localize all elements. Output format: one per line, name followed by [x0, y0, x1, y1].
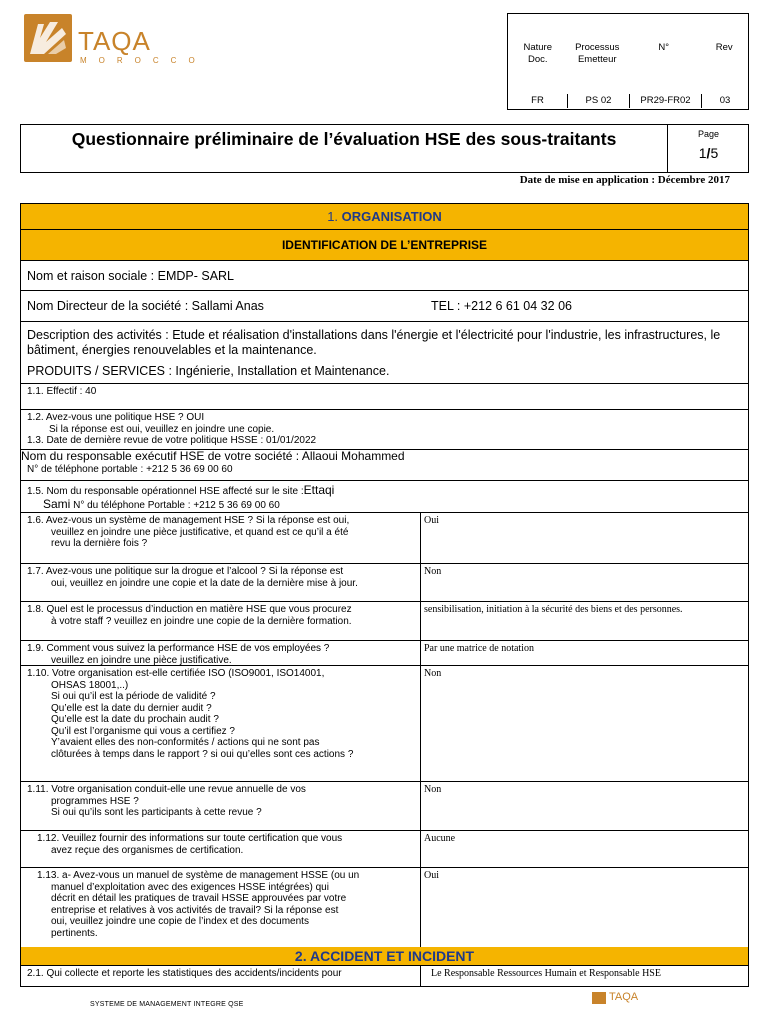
- page-sep: /: [706, 145, 711, 161]
- question-line: entreprise et relatives à vos activités de travail? Si la réponse est: [51, 904, 339, 916]
- question-line: 1.11. Votre organisation conduit-elle une revue annuelle de vos: [27, 784, 306, 795]
- question-text: [21, 831, 421, 867]
- question-line: Si oui qu’ils sont les participants à cette revue ?: [51, 807, 262, 818]
- question-text: [21, 513, 421, 563]
- question-line: OHSAS 18001,..): [51, 679, 129, 691]
- ref-header-number: N°: [658, 42, 670, 53]
- page-label: Page: [697, 129, 720, 139]
- effectif-row: 1.1. Effectif : 40: [21, 384, 748, 410]
- footer-text: SYSTEME DE MANAGEMENT INTEGRE QSE: [90, 1001, 244, 1008]
- ops-hse-row: [21, 481, 748, 513]
- question-line: clôturées à temps dans le rapport ? si oui qu’elles sont ces actions ?: [51, 748, 354, 760]
- exec-phone: N° de téléphone portable : +212 5 36 69 00 60: [27, 464, 233, 475]
- activities-row: [21, 322, 748, 384]
- reference-headers: [508, 42, 748, 66]
- question-line: revu la dernière fois ?: [51, 538, 148, 549]
- document-title: Questionnaire préliminaire de l’évaluation HSE des sous-traitants: [71, 129, 617, 149]
- answer-text: Non: [424, 784, 442, 795]
- question-row: [21, 564, 748, 602]
- director-name: Nom Directeur de la société : Sallami Anas: [27, 299, 264, 313]
- ref-value-number: PR29-FR02: [630, 94, 702, 108]
- question-row: [21, 641, 748, 666]
- page-current: 1: [698, 145, 707, 161]
- question-line: veuillez en joindre une pièce justificative.: [51, 654, 232, 666]
- question-line: 1.7. Avez-vous une politique sur la drogue et l’alcool ? Si la réponse est: [27, 566, 344, 577]
- section-organisation: [21, 204, 748, 230]
- question-row: [21, 782, 748, 831]
- question-line: pertinents.: [51, 927, 98, 939]
- q21-question: 2.1. Qui collecte et reporte les statistiques des accidents/incidents pour: [21, 966, 421, 986]
- question-line: oui, veuillez en joindre une copie et la date de la dernière mise à jour.: [51, 577, 358, 589]
- question-line: programmes HSE ?: [51, 795, 139, 807]
- ref-value-nature: FR: [508, 94, 568, 108]
- question-text: [21, 782, 421, 830]
- ref-value-rev: 03: [719, 95, 731, 106]
- q15a-name: Ettaqi: [303, 483, 335, 497]
- question-line: 1.10. Votre organisation est-elle certifiée ISO (ISO9001, ISO14001,: [27, 668, 325, 679]
- ref-header-processus: Processus Emetteur: [575, 42, 620, 65]
- question-text: [21, 602, 421, 640]
- question-line: 1.9. Comment vous suivez la performance HSE de vos employées ?: [27, 643, 330, 654]
- answer-text: Oui: [424, 515, 439, 526]
- question-row: [21, 831, 748, 868]
- question-row: [21, 602, 748, 641]
- question-line: Qu’elle est la date du dernier audit ?: [51, 702, 212, 714]
- question-line: à votre staff ? veuillez en joindre une copie de la dernière formation.: [51, 615, 352, 627]
- question-row: [21, 513, 748, 564]
- q15a: 1.5. Nom du responsable opérationnel HSE affecté sur le site :: [27, 486, 304, 497]
- exec-hse-row: [21, 450, 748, 481]
- question-line: 1.6. Avez-vous un système de management HSE ? Si la réponse est oui,: [27, 515, 350, 526]
- question-line: Y’avaient elles des non-conformités / actions qui ne sont pas: [51, 737, 320, 748]
- q12b: Si la réponse est oui, veuillez en joindre une copie.: [49, 423, 275, 435]
- question-row: [21, 868, 748, 947]
- question-line: décrit en détail les pratiques de travail HSSE approuvées par votre: [51, 893, 347, 904]
- question-line: Si oui qu’il est la période de validité ?: [51, 691, 216, 702]
- q12a: 1.2. Avez-vous une politique HSE ? OUI: [27, 412, 205, 423]
- q21-row: [21, 966, 748, 986]
- director-tel: TEL : +212 6 61 04 32 06: [431, 299, 572, 313]
- exec-name: Nom du responsable exécutif HSE de votre société : Allaoui Mohammed: [21, 449, 405, 463]
- taqa-logo: [24, 12, 207, 68]
- company-name-row: Nom et raison sociale : EMDP- SARL: [21, 261, 748, 291]
- question-line: veuillez en joindre une pièce justificative, et quand est ce qu’il a été: [51, 526, 349, 538]
- question-line: Qu’elle est la date du prochain audit ?: [51, 714, 219, 725]
- products-services: PRODUITS / SERVICES : Ingénierie, Installation et Maintenance.: [27, 364, 390, 378]
- answer-text: Oui: [424, 870, 439, 881]
- page-indicator: [667, 125, 749, 172]
- q21-answer: Le Responsable Ressources Humain et Responsable HSE: [431, 968, 661, 979]
- director-row: [21, 291, 748, 322]
- answer-text: Aucune: [424, 833, 456, 844]
- q13: 1.3. Date de dernière revue de votre politique HSSE : 01/01/2022: [27, 435, 317, 446]
- reference-values: [508, 94, 748, 108]
- questions-list: [21, 513, 748, 947]
- question-line: 1.8. Quel est le processus d’induction en matière HSE que vous procurez: [27, 604, 352, 615]
- question-row: [21, 666, 748, 782]
- q15b-name: Sami: [43, 497, 71, 511]
- section-accident: [21, 947, 748, 966]
- page-number: [668, 145, 749, 161]
- ref-header-nature: Nature Doc.: [523, 42, 552, 65]
- ref-value-processus: PS 02: [568, 94, 630, 108]
- question-text: [21, 564, 421, 601]
- activities-description: Description des activités : Etude et réalisation d'installations dans l'énergie et l'électricité pour l'industrie, les infrastructures, le bâtiment, énergies renouvelables et la maintenance.: [27, 328, 721, 357]
- date-application: Date de mise en application : Décembre 2017: [519, 174, 730, 186]
- question-line: Qu’il est l’organisme qui vous a certifiez ?: [51, 725, 235, 737]
- section-label: ORGANISATION: [341, 209, 442, 224]
- q15b: N° du téléphone Portable : +212 5 36 69 00 60: [70, 500, 280, 511]
- question-line: 1.12. Veuillez fournir des informations sur toute certification que vous: [37, 833, 343, 844]
- document-reference-table: [507, 13, 749, 110]
- question-text: [21, 666, 421, 781]
- footer-logo: [592, 992, 652, 1006]
- subsection-identification: IDENTIFICATION DE L’ENTREPRISE: [21, 230, 748, 261]
- brand-subtitle: MOROCCO: [80, 56, 207, 65]
- question-text: [21, 641, 421, 665]
- title-box: [20, 124, 749, 173]
- questionnaire-form: [20, 203, 749, 987]
- question-line: 1.13. a- Avez-vous un manuel de système de management HSSE (ou un: [37, 870, 360, 881]
- brand-name: TAQA: [78, 26, 151, 56]
- answer-text: Non: [424, 566, 442, 577]
- question-text: [21, 868, 421, 947]
- answer-text: Par une matrice de notation: [424, 643, 534, 654]
- question-line: oui, veuillez joindre une copie de l’index et des documents: [51, 916, 309, 927]
- page-total: 5: [710, 145, 719, 161]
- ref-header-rev: Rev: [715, 42, 733, 53]
- politique-hse-row: [21, 410, 748, 450]
- footer-brand: TAQA: [609, 991, 639, 1003]
- answer-text: Non: [424, 668, 442, 679]
- answer-text: sensibilisation, initiation à la sécurité des biens et des personnes.: [424, 604, 683, 615]
- section2-label: 2. ACCIDENT ET INCIDENT: [294, 948, 475, 964]
- footer-taqa-icon: [592, 992, 606, 1004]
- section-number: 1.: [327, 209, 339, 224]
- question-line: manuel d’exploitation avec des exigences HSSE intégrées) qui: [51, 881, 329, 893]
- question-line: avez reçue des organismes de certification.: [51, 844, 244, 856]
- taqa-emblem-icon: [24, 14, 72, 62]
